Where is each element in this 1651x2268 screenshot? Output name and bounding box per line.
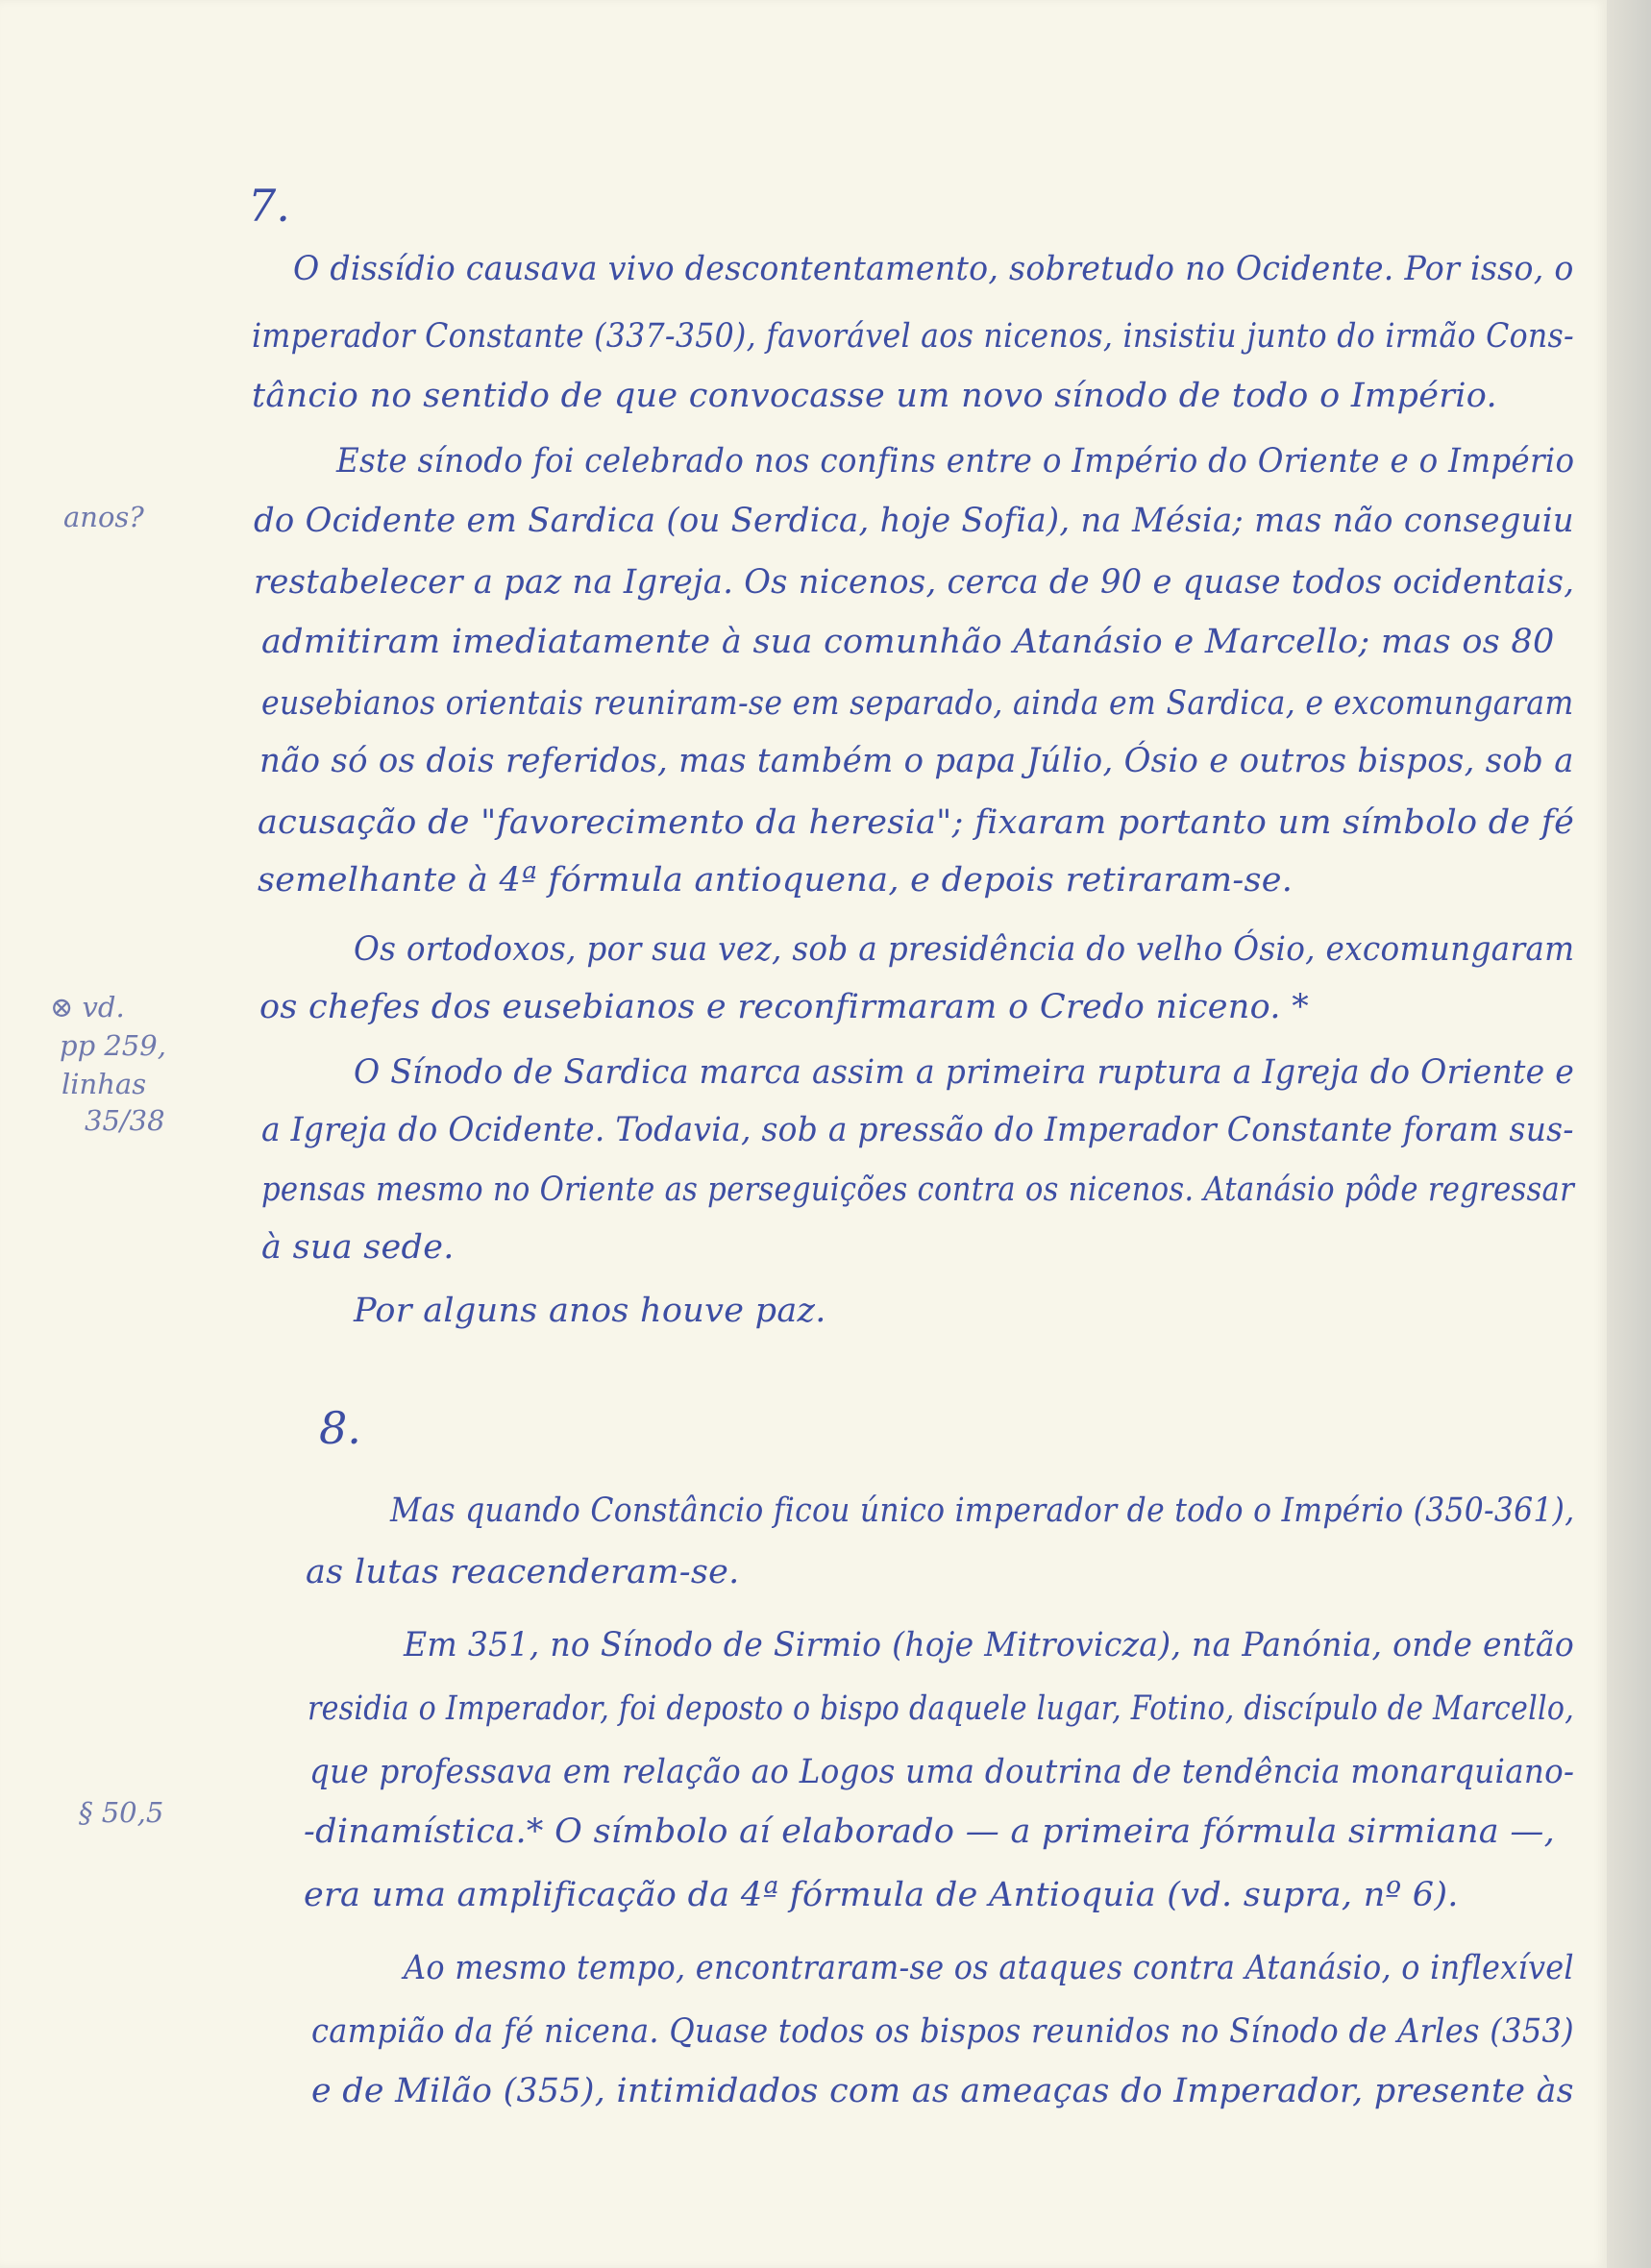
section7-line-17: à sua sede. [261, 1228, 455, 1267]
section7-line-15: a Igreja do Ocidente. Todavia, sob a pressão do Imperador Constante foram sus- [261, 1111, 1574, 1149]
section-number-7: 7. [248, 180, 290, 232]
margin-note-anos: anos? [63, 501, 144, 533]
section7-line-7: admitiram imediatamente à sua comunhão Atanásio e Marcello; mas os 80 [261, 623, 1555, 661]
section7-line-4: Este sínodo foi celebrado nos confins entre o Império do Oriente e o Império [336, 442, 1575, 481]
section7-line-1: O dissídio causava vivo descontentamento, sobretudo no Ocidente. Por isso, o [293, 250, 1574, 288]
section7-line-3: tâncio no sentido de que convocasse um novo sínodo de todo o Império. [252, 377, 1497, 415]
section8-line-10: e de Milão (355), intimidados com as ameaças do Imperador, presente às [311, 2072, 1574, 2110]
section8-line-5: que professava em relação ao Logos uma doutrina de tendência monarquiano- [309, 1753, 1575, 1791]
section8-line-1: Mas quando Constâncio ficou único imperador de todo o Império (350-361), [390, 1491, 1575, 1530]
section7-line-14: O Sínodo de Sardica marca assim a primeira ruptura a Igreja do Oriente e [354, 1053, 1575, 1092]
section8-line-7: era uma amplificação da 4ª fórmula de Antioquia (vd. supra, nº 6). [304, 1876, 1459, 1914]
section7-line-10: acusação de "favorecimento da heresia"; fixaram portanto um símbolo de fé [258, 803, 1575, 842]
section8-line-9: campião da fé nicena. Quase todos os bispos reunidos no Sínodo de Arles (353) [311, 2012, 1574, 2051]
section7-line-8: eusebianos orientais reuniram-se em separado, ainda em Sardica, e excomungaram [261, 684, 1574, 723]
section8-line-8: Ao mesmo tempo, encontraram-se os ataques contra Atanásio, o inflexível [404, 1949, 1574, 1987]
section7-line-12: Os ortodoxos, por sua vez, sob a presidência do velho Ósio, excomungaram [354, 930, 1575, 969]
margin-note-reference-3: linhas [62, 1068, 147, 1100]
section7-line-2: imperador Constante (337-350), favorável aos nicenos, insistiu junto do irmão Cons- [252, 317, 1575, 356]
section7-line-13: os chefes dos eusebianos e reconfirmaram o Credo niceno. * [259, 988, 1309, 1026]
section7-line-6: restabelecer a paz na Igreja. Os nicenos, cerca de 90 e quase todos ocidentais, [254, 563, 1575, 602]
section7-line-9: não só os dois referidos, mas também o papa Júlio, Ósio e outros bispos, sob a [259, 742, 1574, 780]
section8-line-4: residia o Imperador, foi deposto o bispo daquele lugar, Fotino, discípulo de Marcello, [308, 1689, 1575, 1728]
margin-note-reference-1: ⊗ vd. [50, 991, 125, 1023]
section8-line-3: Em 351, no Sínodo de Sirmio (hoje Mitrovicza), na Panónia, onde então [404, 1626, 1575, 1664]
section7-line-5: do Ocidente em Sardica (ou Serdica, hoje Sofia), na Mésia; mas não conseguiu [254, 502, 1574, 540]
section7-line-11: semelhante à 4ª fórmula antioquena, e depois retiraram-se. [258, 861, 1294, 900]
scan-edge [1607, 0, 1651, 2268]
section8-line-2: as lutas reacenderam-se. [306, 1553, 740, 1591]
section7-line-18: Por alguns anos houve paz. [354, 1292, 826, 1330]
margin-note-reference-4: 35/38 [85, 1104, 165, 1137]
section8-line-6: -dinamística.* O símbolo aí elaborado — a primeira fórmula sirmiana —, [304, 1812, 1556, 1851]
margin-note-paragraph-ref: § 50,5 [79, 1796, 164, 1829]
section7-line-16: pensas mesmo no Oriente as perseguições contra os nicenos. Atanásio pôde regressar [261, 1171, 1575, 1209]
section-number-8: 8. [319, 1402, 361, 1454]
margin-note-reference-2: pp 259, [60, 1029, 166, 1062]
